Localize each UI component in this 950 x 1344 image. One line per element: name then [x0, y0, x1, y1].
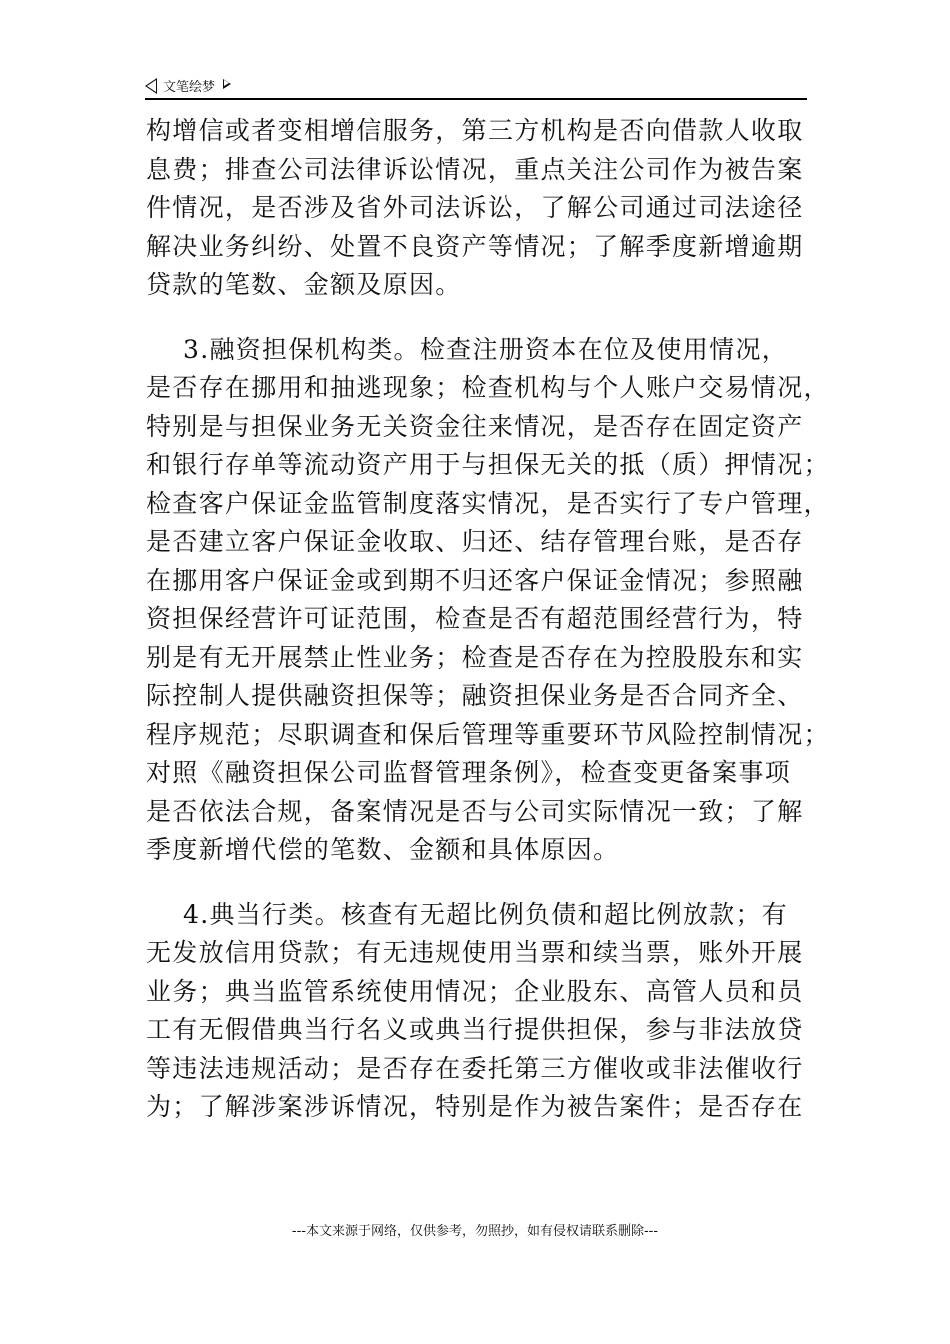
text-line: 别是有无开展禁止性业务；检查是否存在为控股股东和实	[146, 642, 804, 672]
text-line: 程序规范；尽职调查和保后管理等重要环节风险控制情况；	[146, 719, 830, 749]
text-line: 无发放信用贷款；有无违规使用当票和续当票，账外开展	[146, 938, 804, 967]
paragraph-1	[146, 112, 812, 305]
text-line: 等违法违规活动；是否存在委托第三方催收或非法催收行	[146, 1053, 804, 1083]
text-line: 是否依法合规，备案情况是否与公司实际情况一致；了解	[146, 796, 804, 826]
text-line: 对照《融资担保公司监督管理条例》，检查变更备案事项	[146, 758, 792, 787]
text-line: 4.典当行类。核查有无超比例负债和超比例放款；有	[146, 899, 789, 929]
text-line: 工有无假借典当行名义或典当行提供担保，参与非法放贷	[146, 1015, 804, 1044]
text-line: 在挪用客户保证金或到期不归还客户保证金情况；参照融	[146, 565, 804, 595]
brand-text: 文笔绘梦	[163, 80, 216, 95]
left-triangle-icon	[145, 78, 157, 94]
text-line: 为；了解涉案涉诉情况，特别是作为被告案件；是否存在	[146, 1092, 804, 1121]
footer-disclaimer: ---本文来源于网络，仅供参考，勿照抄，如有侵权请联系删除---	[291, 1224, 659, 1239]
text-line: 息费；排查公司法律诉讼情况，重点关注公司作为被告案	[146, 154, 804, 184]
text-line: 构增信或者变相增信服务，第三方机构是否向借款人收取	[146, 116, 804, 145]
text-line: 贷款的笔数、金额及原因。	[146, 270, 462, 299]
text-line: 和银行存单等流动资产用于与担保无关的抵（质）押情况；	[146, 450, 830, 479]
right-triangle-icon	[223, 79, 231, 89]
text-line: 特别是与担保业务无关资金往来情况，是否存在固定资产	[146, 411, 804, 441]
text-line: 资担保经营许可证范围，检查是否有超范围经营行为，特	[146, 604, 804, 633]
text-line: 3.融资担保机构类。检查注册资本在位及使用情况，	[146, 334, 789, 364]
paragraph-2	[146, 331, 830, 870]
text-line: 检查客户保证金监管制度落实情况，是否实行了专户管理，	[146, 488, 830, 518]
page-header	[145, 74, 807, 100]
text-line: 件情况，是否涉及省外司法诉讼，了解公司通过司法途径	[146, 193, 804, 222]
text-line: 业务；典当监管系统使用情况；企业股东、高管人员和员	[146, 976, 804, 1006]
document-body	[146, 112, 830, 1127]
text-line: 季度新增代偿的笔数、金额和具体原因。	[146, 835, 620, 864]
text-line: 是否建立客户保证金收取、归还、结存管理台账，是否存	[146, 527, 804, 556]
header-brand	[145, 76, 231, 95]
text-line: 解决业务纠纷、处置不良资产等情况；了解季度新增逾期	[146, 231, 804, 261]
paragraph-3	[146, 896, 812, 1127]
text-line: 际控制人提供融资担保等；融资担保业务是否合同齐全、	[146, 681, 804, 710]
text-line: 是否存在挪用和抽逃现象；检查机构与个人账户交易情况，	[146, 373, 830, 402]
